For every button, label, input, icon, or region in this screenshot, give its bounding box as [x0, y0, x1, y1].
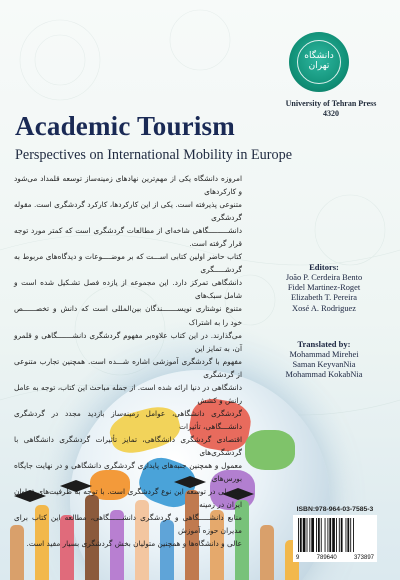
description-line: می‌گذارند. در این کتاب علاوه‌بر مفهوم گردشگری دانشـــــــگاهی و قلمرو آن، به تمایز این — [14, 330, 242, 353]
description-line: دانشگاهی تمرکز دارد. این مجموعه از یازده فصل تشـکیل شده است و شامل سبک‌های — [14, 278, 242, 301]
description-line: دانشگاهی در دنیا ارائه شده است. از جمله مباحث این کتاب، توجه به عامل رانش و کشش — [14, 382, 242, 405]
description-line: متنوعی پذیرفته است. یکی از این کارکردها، کارکرد گردشگری است. مقوله گردشگری — [14, 200, 242, 223]
publisher-info — [276, 99, 386, 119]
editor-name: Fidel Martinez-Roget — [287, 283, 361, 293]
barcode-bars — [296, 518, 374, 552]
description-line: عالی و دانشگاه‌ها و همچنین متولیان بخش گردشگری بسیار مفید است. — [26, 539, 242, 549]
translator-name: Saman KeyvanNia — [292, 360, 356, 370]
editor-name: Xosé A. Rodriguez — [292, 303, 356, 313]
editor-name: João P. Cerdeira Bento — [285, 273, 363, 282]
university-logo — [289, 32, 349, 92]
translator-name: Mohammad Mirehei — [289, 349, 359, 359]
translators-heading: Translated by: — [297, 338, 351, 349]
barcode-digits — [296, 555, 374, 561]
credits-block — [264, 262, 384, 380]
publisher-number: 4320 — [323, 109, 339, 118]
description-line: گردشگری دانشگاهی، عوامل زمینه‌ساز بازدید مجدد در گردشگری دانشـــگاهی، تأثیرات — [14, 408, 242, 431]
barcode-first-digit: 9 — [296, 555, 300, 561]
editor-name: Elizabeth T. Pereira — [291, 293, 357, 303]
description-line: تحصیلی در توسعه این نوع گردشگری است. با توجه به ظرفیت‌های فراوان ایران در زمینه — [14, 487, 242, 510]
barcode-group-2: 373897 — [353, 555, 374, 561]
logo-text: دانشگاه تهران — [297, 40, 341, 84]
barcode-group-1: 789640 — [316, 555, 337, 561]
isbn-label: ISBN:978-964-03-7585-3 — [296, 506, 374, 513]
description-line: متنوع نوشتاری نویســـــــندگان بین‌المللی است که دانش و تخصــــــص خود را به اشتراک — [14, 304, 242, 327]
description-text — [14, 172, 242, 550]
description-line: کتاب حاضر اولین کتابی اســـت که بر موضــــوعات و دیدگاه‌های مربوط به گردشـــــگری — [14, 252, 242, 275]
isbn-block — [293, 506, 377, 562]
barcode — [293, 515, 377, 562]
book-subtitle: Perspectives on International Mobility in Europe — [15, 147, 292, 163]
translator-name: Mohammad KokabNia — [285, 370, 363, 380]
publisher-name: University of Tehran Press — [285, 99, 377, 108]
description-line: امروزه دانشگاه یکی از مهم‌ترین نهادهای زمینه‌ساز توسعه قلمداد می‌شود و کارکردهای — [14, 174, 242, 197]
description-line: دانشـــــــــگاهی شاخه‌ای از مطالعات گردشگری است که کمتر مورد توجه قرار گرفته است. — [14, 226, 242, 249]
description-line: معمول و همچنین جنبه‌های پایداری گردشگری دانشگاهی و در نهایت جایگاه بورس‌های — [14, 461, 242, 484]
description-line: مفهوم با گردشگری آموزشی اشاره شـــده است. همچنین تجارب متنوعی از گردشگری — [14, 356, 242, 379]
description-line: اقتصادی گردشگری دانشگاهی، تمایز تأثیرات گردشگری دانشگاهی با گردشگری‌های — [14, 434, 242, 457]
editors-heading: Editors: — [309, 262, 339, 272]
description-line: منابع دانشـــــگاهی و گردشگری دانشــــــگاهی، مطالعه این کتاب برای مدیران حوزه آموزش — [14, 513, 242, 536]
book-title: Academic Tourism — [15, 111, 235, 141]
